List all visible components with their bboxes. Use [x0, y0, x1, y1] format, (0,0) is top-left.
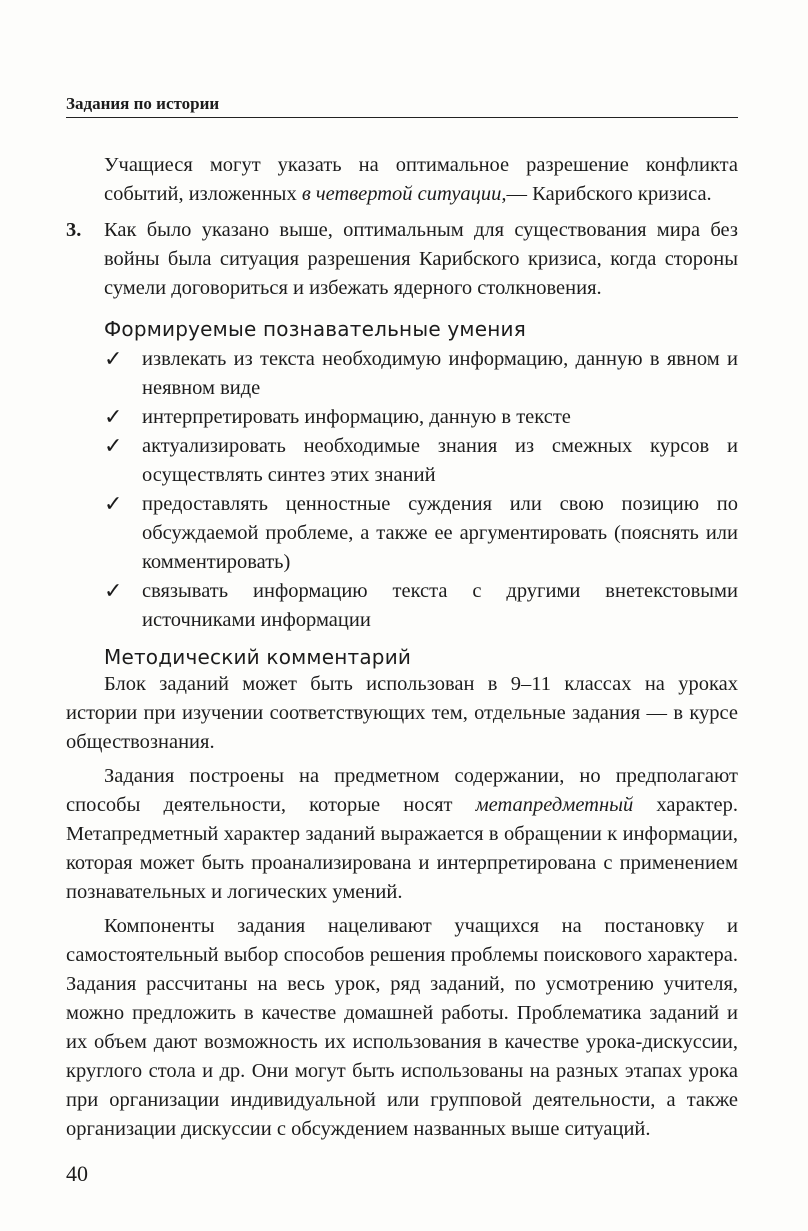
method-paragraph-1: Блок заданий может быть использован в 9–11 классах на уроках истории при изучении соответствующих тем, отдельные задания — в курсе обществознания. [66, 673, 738, 753]
running-header: Задания по истории [66, 94, 738, 118]
check-icon: ✓ [104, 405, 123, 430]
page-content [66, 151, 738, 1144]
page-number: 40 [66, 1161, 88, 1186]
method-p2-text-end: характер. Метапредметный характер заданий выражается в обращении к информации, которая может быть проанализирована и интерпретирована с применением познавательных и логических умений. [66, 794, 738, 903]
continuation-text-end: — Карибского кризиса. [506, 183, 712, 205]
item-text: Как было указано выше, оптимальным для существования мира без войны была ситуация разрешения Карибского кризиса, когда стороны сумели договориться и избежать ядерного столкновения. [104, 219, 738, 299]
skills-list [66, 345, 738, 635]
method-paragraph-2 [66, 762, 738, 907]
continuation-paragraph [66, 151, 738, 209]
skill-item [104, 345, 738, 403]
skill-text: извлекать из текста необходимую информацию, данную в явном и неявном виде [142, 348, 738, 399]
skill-text: актуализировать необходимые знания из смежных курсов и осуществлять синтез этих знаний [142, 435, 738, 486]
check-icon: ✓ [104, 492, 123, 517]
check-icon: ✓ [104, 347, 123, 372]
check-icon: ✓ [104, 434, 123, 459]
skill-item [104, 577, 738, 635]
skill-text: предоставлять ценностные суждения или свою позицию по обсуждаемой проблеме, а также ее аргументировать (пояснять или комментировать) [142, 493, 738, 573]
method-p2-italic: метапредметный [475, 794, 634, 816]
continuation-italic: в четвертой ситуации, [301, 183, 507, 205]
item-number: 3. [66, 219, 82, 241]
method-paragraph-3: Компоненты задания нацеливают учащихся на постановку и самостоятельный выбор способов решения проблемы поискового характера. Задания рассчитаны на весь урок, ряд заданий, по усмотрению учителя, можно предложить в качестве домашней работы. Проблематика заданий и их объем дают возможность их использования в качестве урока-дискуссии, круглого стола и др. Они могут быть использованы на разных этапах урока при организации индивидуальной или групповой деятельности, а также организации дискуссии с обсуждением названных выше ситуаций. [66, 915, 738, 1140]
method-heading: Методический комментарий [104, 645, 412, 669]
skill-text: интерпретировать информацию, данную в тексте [142, 406, 571, 428]
skill-item [104, 490, 738, 577]
continuation-text: Учащиеся могут указать на оптимальное разрешение конфликта событий, изложенных [104, 154, 738, 205]
skill-item [104, 403, 738, 432]
numbered-item-3 [66, 216, 738, 303]
method-p2-text: Задания построены на предметном содержании, но предполагают способы деятельности, которые носят [66, 765, 738, 816]
skill-item [104, 432, 738, 490]
skills-heading: Формируемые познавательные умения [104, 317, 526, 341]
skill-text: связывать информацию текста с другими внетекстовыми источниками информации [142, 580, 738, 631]
check-icon: ✓ [104, 579, 123, 604]
